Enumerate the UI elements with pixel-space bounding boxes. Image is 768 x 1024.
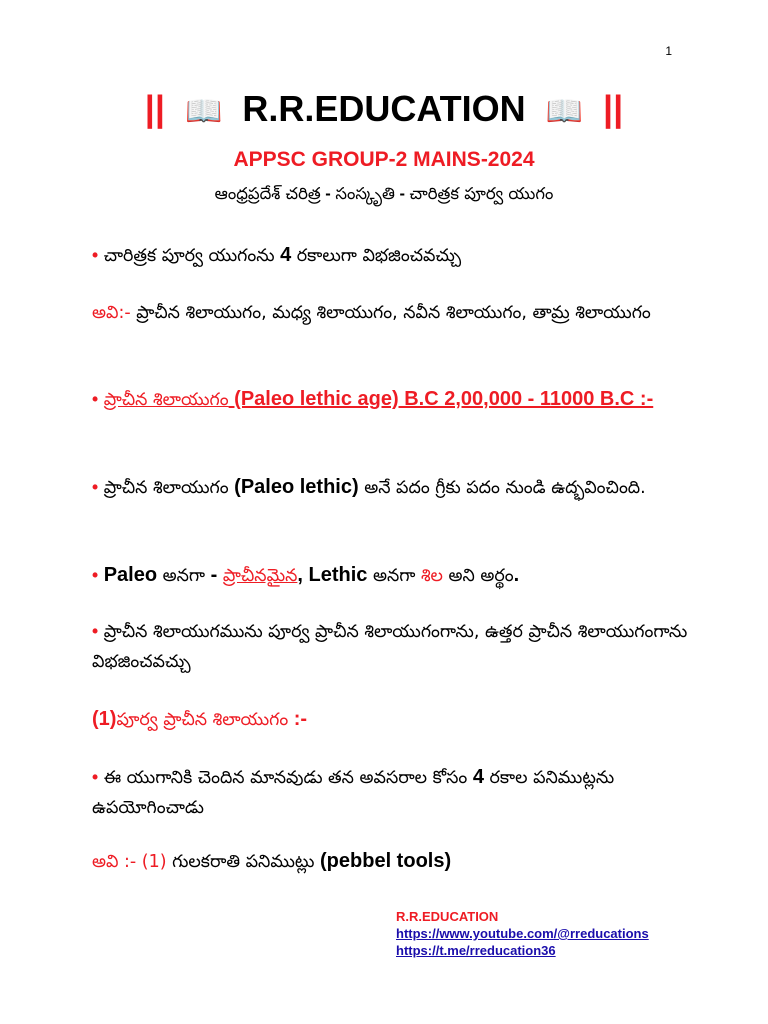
open-book-icon: 📖 bbox=[184, 95, 223, 128]
comma: , bbox=[297, 564, 303, 586]
bullet: • bbox=[92, 767, 99, 787]
footer bbox=[396, 908, 649, 959]
exam-title: APPSC GROUP-2 MAINS-2024 bbox=[233, 148, 535, 171]
paragraph-text: ఈ యుగానికి చెందిన మానవుడు తన అవసరాల కోసం bbox=[98, 768, 473, 788]
bullet: • bbox=[92, 565, 99, 585]
topic-part-2: సంస్కృతి bbox=[335, 184, 395, 203]
section-heading-lower-paleolithic bbox=[92, 704, 692, 735]
paragraph-text: రకాలుగా విభజించవచ్చు bbox=[291, 246, 462, 266]
bullet: • bbox=[92, 389, 99, 409]
heading-telugu: ప్రాచీన శిలాయుగం bbox=[103, 390, 229, 410]
number: 4 bbox=[472, 766, 484, 788]
paragraph-text: అనగా bbox=[157, 566, 211, 586]
paragraph-text: ప్రాచీన శిలాయుగం, మధ్య శిలాయుగం, నవీన శిలాయుగం, తామ్ర శిలాయుగం bbox=[130, 303, 651, 323]
paragraph-text: అని అర్థం bbox=[442, 566, 514, 586]
header-title bbox=[0, 84, 768, 137]
brand-name: R.R.EDUCATION bbox=[242, 88, 526, 129]
paragraph-1 bbox=[92, 240, 692, 271]
bullet: • bbox=[92, 621, 99, 641]
heading-telugu: పూర్వ ప్రాచీన శిలాయుగం bbox=[116, 710, 289, 730]
label-avi: అవి:- bbox=[92, 303, 131, 323]
paragraph-text: ప్రాచీన శిలాయుగమును పూర్వ ప్రాచీన శిలాయుగంగాను, ఉత్తర ప్రాచీన శిలాయుగంగాను విభజించవచ్చు bbox=[92, 622, 688, 672]
open-book-icon: 📖 bbox=[545, 95, 584, 128]
footer-brand: R.R.EDUCATION bbox=[396, 909, 499, 924]
latin-term: (pebbel tools) bbox=[320, 850, 452, 872]
latin-term: (Paleo lethic) bbox=[234, 476, 359, 498]
topic-part-3: చారిత్రక పూర్వ యుగం bbox=[409, 184, 554, 203]
paragraph-9 bbox=[92, 846, 692, 877]
paragraph-text: అనగా bbox=[367, 566, 421, 586]
topic-separator: - bbox=[320, 185, 336, 203]
page-number: 1 bbox=[665, 44, 672, 58]
paragraph-text: గులకరాతి పనిముట్లు bbox=[166, 852, 321, 872]
paragraph-text: ప్రాచీన శిలాయుగం bbox=[98, 478, 235, 498]
topic-separator: - bbox=[394, 185, 410, 203]
heading-latin: (Paleo lethic age) B.C 2,00,000 - 11000 B.C :- bbox=[228, 388, 654, 410]
heading-suffix: :- bbox=[288, 708, 308, 730]
telegram-link[interactable]: https://t.me/rreducation36 bbox=[396, 943, 556, 958]
paragraph-text: రకాల పనిముట్లను ఉపయోగించాడు bbox=[92, 768, 615, 818]
paragraph-4 bbox=[92, 472, 692, 503]
topic-part-1: ఆంధ్రప్రదేశ్ చరిత్ర bbox=[214, 184, 321, 203]
section-heading-paleolithic bbox=[92, 384, 692, 415]
latin-term: Paleo bbox=[98, 564, 158, 586]
meaning-ancient: ప్రాచీనమైన bbox=[222, 566, 298, 586]
paragraph-2 bbox=[92, 298, 692, 328]
bullet: • bbox=[92, 245, 99, 265]
latin-term: Lethic bbox=[302, 564, 368, 586]
topic-line bbox=[0, 184, 768, 207]
paragraph-8 bbox=[92, 762, 692, 823]
meaning-stone: శిల bbox=[420, 566, 443, 586]
number: 4 bbox=[280, 244, 292, 266]
heading-number: (1) bbox=[92, 708, 117, 730]
period: . bbox=[513, 564, 520, 586]
paragraph-5 bbox=[92, 560, 692, 591]
paragraph-6 bbox=[92, 616, 692, 677]
paragraph-text: చారిత్రక పూర్వ యుగంను bbox=[98, 246, 281, 266]
youtube-link[interactable]: https://www.youtube.com/@rreducations bbox=[396, 926, 649, 941]
dash: - bbox=[210, 564, 218, 586]
label-avi: అవి :- (1) bbox=[92, 852, 167, 872]
header-bars-left: || bbox=[144, 88, 165, 129]
bullet: • bbox=[92, 477, 99, 497]
header-bars-right: || bbox=[603, 88, 624, 129]
paragraph-text: అనే పదం గ్రీకు పదం నుండి ఉద్భవించింది. bbox=[358, 478, 646, 498]
